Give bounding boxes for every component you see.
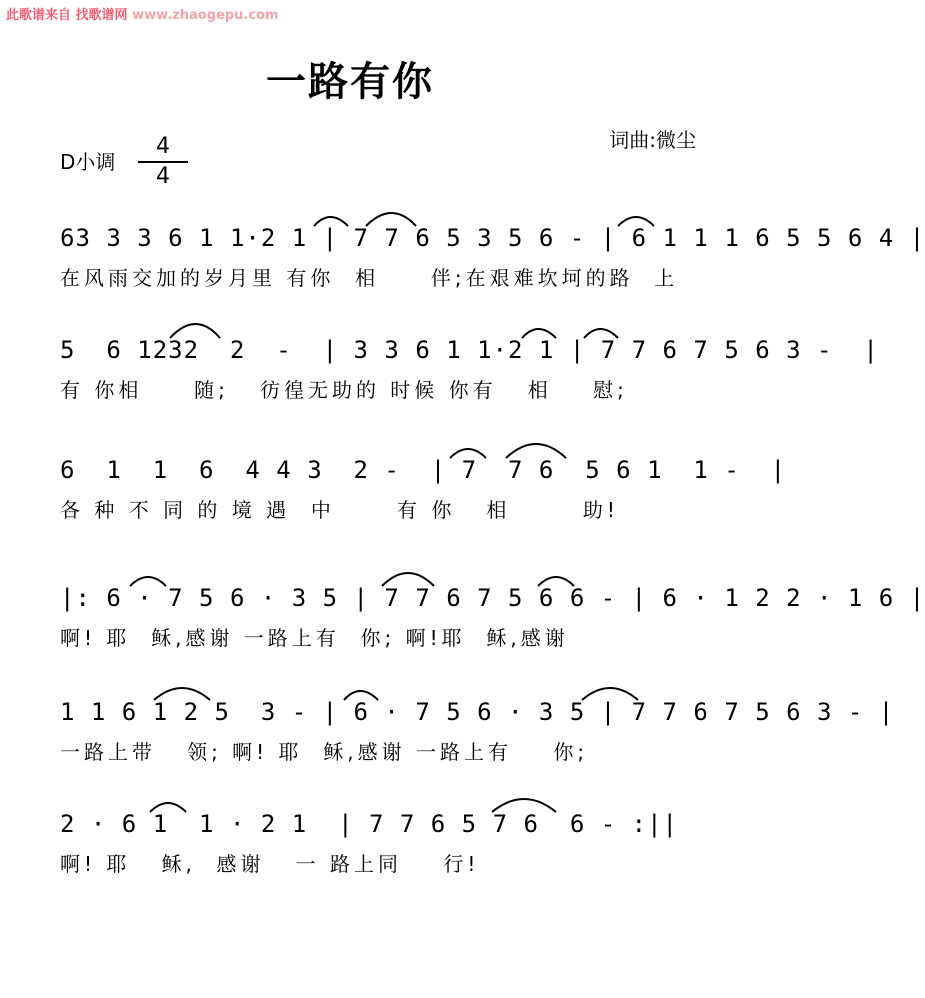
- lyrics-line-2: 有 你相 随; 彷徨无助的 时候 你有 相 慰;: [60, 378, 628, 402]
- lyrics-line-4: 啊! 耶 稣,感谢 一路上有 你; 啊!耶 稣,感谢: [60, 626, 569, 650]
- notes-line-1: 63 3 3 6 1 1·2 1 | 7 7 6 5 3 5 6 - | 6 1 1 1 6 5 5 6 4 |: [60, 224, 925, 252]
- notes-line-2: 5 6 1232 2 - | 3 3 6 1 1·2 1 | 7 7 6 7 5 6 3 - |: [60, 336, 879, 364]
- notes-line-5: 1 1 6 1 2 5 3 - | 6 · 7 5 6 · 3 5 | 7 7 6 7 5 6 3 - |: [60, 698, 895, 726]
- song-credits: 词曲:微尘: [609, 128, 696, 152]
- lyrics-line-5: 一路上带 领; 啊! 耶 稣,感谢 一路上有 你;: [60, 740, 589, 764]
- notes-line-6: 2 · 6 1 1 · 2 1 | 7 7 6 5 7 6 6 - :||: [60, 810, 678, 838]
- lyrics-line-6: 啊! 耶 稣, 感谢 一 路上同 行!: [60, 852, 480, 876]
- watermark-site-name: 此歌谱来自 找歌谱网: [6, 8, 128, 23]
- notes-line-4: |: 6 · 7 5 6 · 3 5 | 7 7 6 7 5 6 6 - | 6 · 1 2 2 · 1 6 |: [60, 584, 925, 612]
- time-signature-top: 4: [156, 134, 170, 159]
- time-signature-bottom: 4: [156, 164, 170, 189]
- watermark-url: www.zhaogepu.com: [132, 8, 279, 23]
- song-title: 一路有你: [266, 59, 434, 105]
- key-signature: D小调: [60, 150, 116, 174]
- lyrics-line-1: 在风雨交加的岁月里 有你 相 伴;在艰难坎坷的路 上: [60, 266, 679, 290]
- notes-line-3: 6 1 1 6 4 4 3 2 - | 7 7 6 5 6 1 1 - |: [60, 456, 787, 484]
- lyrics-line-3: 各 种 不 同 的 境 遇 中 有 你 相 助!: [60, 498, 619, 522]
